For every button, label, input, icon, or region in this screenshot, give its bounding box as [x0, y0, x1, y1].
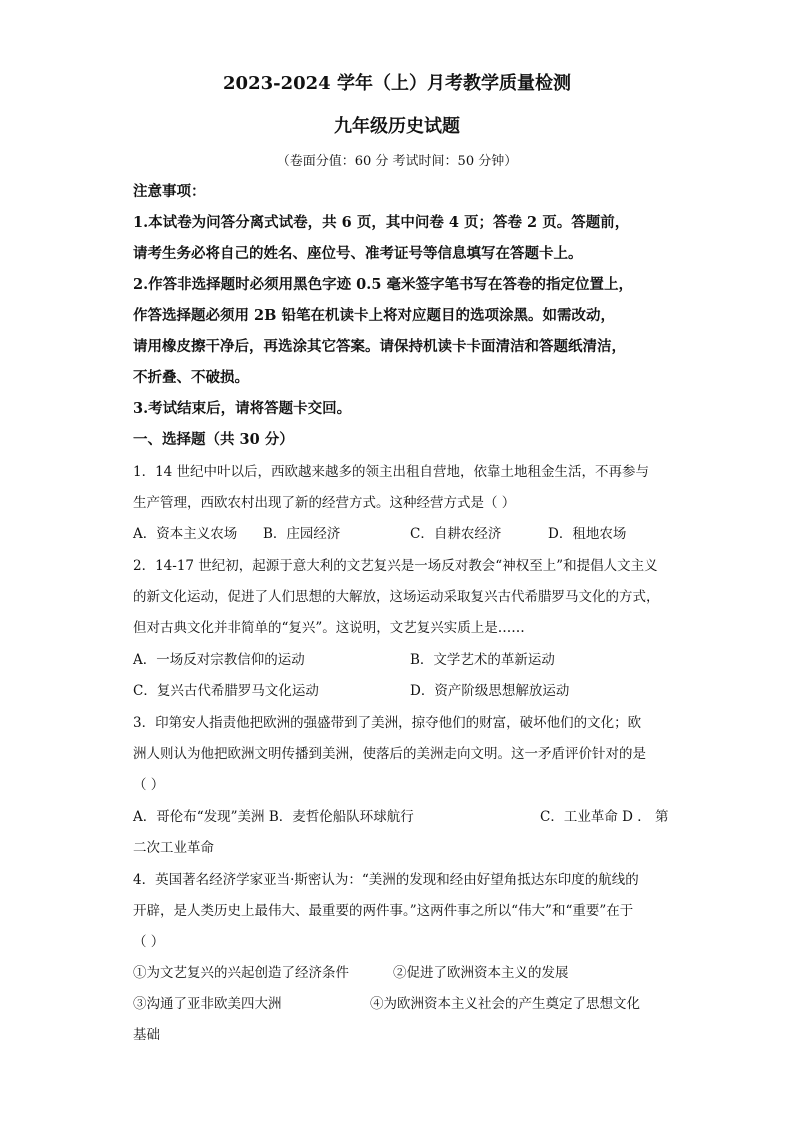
question-2-text: 但对古典文化并非简单的“复兴”。这说明，文艺复兴实质上是…… [133, 620, 525, 636]
question-1-text: 1．14 世纪中叶以后，西欧越来越多的领主出租自营地，依靠土地租金生活，不再参与 [133, 464, 650, 480]
question-4-text: 开辟，是人类历史上最伟大、最重要的两件事。”这两件事之所以“伟大”和“重要”在于 [133, 903, 634, 919]
question-1-option-c: C．自耕农经济 [410, 526, 502, 542]
question-3-text: 洲人则认为他把欧洲文明传播到美洲，使落后的美洲走向文明。这一矛盾评价针对的是 [133, 746, 646, 762]
notice-line: 3.考试结束后，请将答题卡交回。 [133, 400, 352, 417]
question-2-option-c: C．复兴古代希腊罗马文化运动 [133, 683, 319, 699]
notice-line: 1.本试卷为问答分离式试卷，共 6 页，其中问卷 4 页；答卷 2 页。答题前， [133, 214, 630, 231]
notice-line: 不折叠、不破损。 [133, 369, 249, 386]
question-4-text: （ ） [133, 934, 165, 950]
question-2-text: 2．14-17 世纪初，起源于意大利的文艺复兴是一场反对教会“神权至上”和提倡人文主义 [133, 558, 658, 574]
question-3-options-cd: C．工业革命 D ． 第 [540, 809, 669, 825]
question-2-option-a: A．一场反对宗教信仰的运动 [133, 652, 305, 668]
exam-info: （卷面分值：60 分 考试时间：50 分钟） [276, 154, 518, 169]
question-4-item-1: ①为文艺复兴的兴起创造了经济条件 [133, 965, 349, 981]
question-1-option-b: B．庄园经济 [263, 526, 341, 542]
notice-line: 请考生务必将自己的姓名、座位号、准考证号等信息填写在答题卡上。 [133, 245, 583, 262]
question-2-text: 的新文化运动，促进了人们思想的大解放，这场运动采取复兴古代希腊罗马文化的方式， [133, 589, 660, 605]
question-1-option-a: A．资本主义农场 [133, 526, 238, 542]
notice-line: 作答选择题必须用 2B 铅笔在机读卡上将对应题目的选项涂黑。如需改动， [133, 307, 615, 324]
section-heading: 一、选择题（共 30 分） [133, 431, 294, 448]
question-2-option-b: B．文学艺术的革新运动 [410, 652, 555, 668]
question-1-option-d: D．租地农场 [548, 526, 627, 542]
question-4-item-2: ②促进了欧洲资本主义的发展 [393, 965, 569, 981]
question-4-item-3: ③沟通了亚非欧美四大洲 [133, 996, 282, 1012]
question-4-item-4: ④为欧洲资本主义社会的产生奠定了思想文化 [370, 996, 640, 1012]
question-3-text: 3．印第安人指责他把欧洲的强盛带到了美洲，掠夺他们的财富，破坏他们的文化；欧 [133, 715, 642, 731]
question-2-option-d: D．资产阶级思想解放运动 [410, 683, 570, 699]
notice-line: 2.作答非选择题时必须用黑色字迹 0.5 毫米签字笔书写在答卷的指定位置上， [133, 276, 633, 293]
question-1-text: 生产管理，西欧农村出现了新的经营方式。这种经营方式是（ ） [133, 495, 516, 511]
question-3-options-tail: 二次工业革命 [133, 840, 214, 856]
question-3-options-ab: A．哥伦布“发现”美洲 B．麦哲伦船队环球航行 [133, 809, 414, 825]
exam-title: 2023-2024 学年（上）月考教学质量检测 [223, 73, 571, 94]
question-4-text: 4．英国著名经济学家亚当·斯密认为：“美洲的发现和经由好望角抵达东印度的航线的 [133, 872, 639, 888]
question-4-item-tail: 基础 [133, 1027, 160, 1043]
question-3-text: （ ） [133, 777, 165, 793]
notice-heading: 注意事项： [133, 183, 206, 200]
notice-line: 请用橡皮擦干净后，再选涂其它答案。请保持机读卡卡面清洁和答题纸清洁， [133, 338, 626, 355]
exam-subject: 九年级历史试题 [334, 116, 460, 137]
